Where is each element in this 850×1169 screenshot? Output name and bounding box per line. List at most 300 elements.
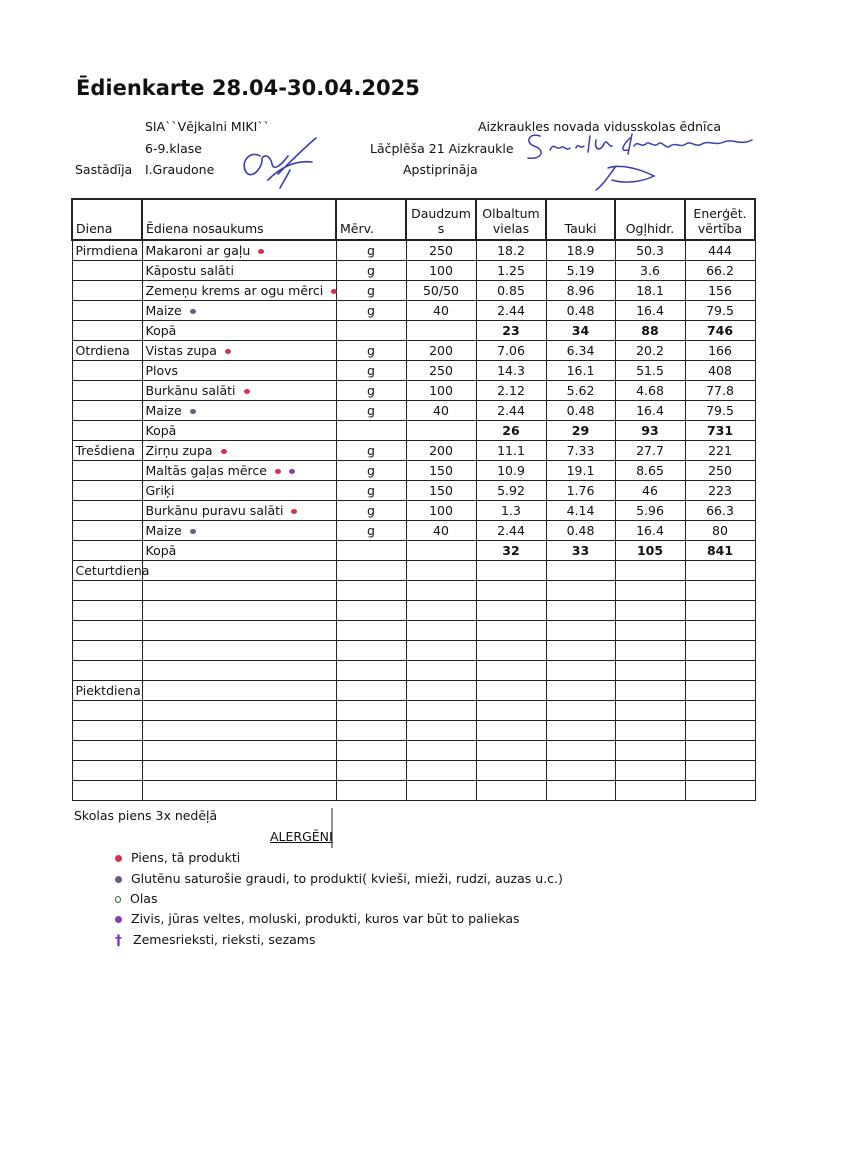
cell-unit bbox=[336, 341, 406, 361]
cell-day bbox=[72, 441, 142, 461]
col-header-energy: Enerģēt. vērtība bbox=[685, 199, 755, 240]
protein-value: 1.3 bbox=[501, 502, 521, 518]
protein-value: 11.1 bbox=[497, 442, 525, 458]
energy-value: 166 bbox=[708, 342, 732, 358]
cell-day bbox=[72, 240, 142, 261]
protein-value: 2.44 bbox=[497, 522, 525, 538]
cell-unit bbox=[336, 481, 406, 501]
legend-item-eggs bbox=[115, 891, 157, 906]
cell-fat bbox=[546, 681, 615, 701]
table-row bbox=[72, 361, 755, 381]
cell-amount bbox=[406, 341, 476, 361]
cell-unit bbox=[336, 641, 406, 661]
protein-value: 2.44 bbox=[497, 402, 525, 418]
fat-value: 33 bbox=[571, 542, 590, 558]
cell-protein bbox=[476, 601, 546, 621]
legend-label: Zivis, jūras veltes, moluski, produkti, kuros var būt to paliekas bbox=[131, 911, 520, 926]
unit-value: g bbox=[367, 362, 375, 378]
cell-day bbox=[72, 281, 142, 301]
legend-item-fish bbox=[115, 911, 520, 926]
cell-day bbox=[72, 781, 142, 801]
cell-day bbox=[72, 461, 142, 481]
cell-unit bbox=[336, 461, 406, 481]
table-row bbox=[72, 581, 755, 601]
cell-dish bbox=[142, 381, 336, 401]
cell-protein bbox=[476, 281, 546, 301]
legend-label: Olas bbox=[130, 891, 158, 906]
cell-dish bbox=[142, 721, 336, 741]
table-row-total bbox=[72, 421, 755, 441]
cell-unit bbox=[336, 381, 406, 401]
carbs-value: 4.68 bbox=[636, 382, 664, 398]
cell-fat bbox=[546, 341, 615, 361]
cell-fat bbox=[546, 561, 615, 581]
table-row bbox=[72, 641, 755, 661]
protein-value: 0.85 bbox=[497, 282, 525, 298]
cell-energy bbox=[685, 761, 755, 781]
fat-value: 16.1 bbox=[566, 362, 595, 378]
table-row bbox=[72, 441, 755, 461]
cell-protein bbox=[476, 341, 546, 361]
cell-fat bbox=[546, 381, 615, 401]
cell-dish bbox=[142, 741, 336, 761]
cell-amount bbox=[406, 501, 476, 521]
unit-value: g bbox=[367, 282, 375, 298]
cell-carbs bbox=[615, 661, 685, 681]
cell-dish bbox=[142, 761, 336, 781]
milk-allergen-icon bbox=[258, 249, 264, 254]
cell-carbs bbox=[615, 521, 685, 541]
page-title: Ēdienkarte 28.04-30.04.2025 bbox=[76, 76, 420, 100]
cell-unit bbox=[336, 541, 406, 561]
cell-amount bbox=[406, 661, 476, 681]
cell-day bbox=[72, 601, 142, 621]
cell-protein bbox=[476, 641, 546, 661]
fat-value: 29 bbox=[571, 422, 590, 438]
cell-carbs bbox=[615, 541, 685, 561]
cell-carbs bbox=[615, 461, 685, 481]
gluten-marker-icon bbox=[115, 876, 122, 883]
table-row bbox=[72, 741, 755, 761]
cell-dish bbox=[142, 361, 336, 381]
fat-value: 8.96 bbox=[566, 282, 595, 298]
cell-fat bbox=[546, 461, 615, 481]
cell-unit bbox=[336, 321, 406, 341]
amount-value: 100 bbox=[429, 262, 453, 278]
allergens-title: ALERGĒNI bbox=[270, 829, 333, 844]
cell-amount bbox=[406, 401, 476, 421]
cell-day bbox=[72, 661, 142, 681]
cell-carbs bbox=[615, 281, 685, 301]
fat-value: 18.9 bbox=[566, 242, 595, 258]
cell-fat bbox=[546, 281, 615, 301]
cell-unit bbox=[336, 701, 406, 721]
cell-unit bbox=[336, 681, 406, 701]
table-row bbox=[72, 781, 755, 801]
table-row bbox=[72, 701, 755, 721]
cell-dish bbox=[142, 781, 336, 801]
cell-dish bbox=[142, 461, 336, 481]
energy-value: 731 bbox=[706, 422, 734, 438]
cell-day bbox=[72, 741, 142, 761]
amount-value: 40 bbox=[433, 302, 449, 318]
cell-unit bbox=[336, 240, 406, 261]
cell-fat bbox=[546, 441, 615, 461]
table-row bbox=[72, 461, 755, 481]
cell-amount bbox=[406, 601, 476, 621]
approved-label: Apstiprināja bbox=[403, 162, 478, 177]
unit-value: g bbox=[367, 342, 375, 358]
cell-energy bbox=[685, 781, 755, 801]
grade-label: 6-9.klase bbox=[145, 141, 202, 156]
protein-value: 14.3 bbox=[497, 362, 525, 378]
col-header-dish: Ēdiena nosaukums bbox=[142, 199, 336, 240]
legend-label: Zemesrieksti, rieksti, sezams bbox=[133, 932, 316, 947]
allergens-divider bbox=[330, 808, 334, 848]
cell-unit bbox=[336, 501, 406, 521]
fat-value: 6.34 bbox=[566, 342, 595, 358]
cell-day bbox=[72, 521, 142, 541]
carbs-value: 51.5 bbox=[636, 362, 664, 378]
col-header-carbs: Ogļhidr. bbox=[615, 199, 685, 240]
cell-amount bbox=[406, 381, 476, 401]
cell-unit bbox=[336, 621, 406, 641]
amount-value: 50/50 bbox=[422, 282, 460, 298]
cell-energy bbox=[685, 741, 755, 761]
table-row bbox=[72, 561, 755, 581]
day-value: Pirmdiena bbox=[75, 242, 139, 258]
cell-protein bbox=[476, 261, 546, 281]
protein-value: 2.12 bbox=[497, 382, 525, 398]
cell-fat bbox=[546, 401, 615, 421]
dish-value: Burkānu puravu salāti bbox=[145, 502, 284, 518]
cell-fat bbox=[546, 621, 615, 641]
cell-carbs bbox=[615, 441, 685, 461]
cell-amount bbox=[406, 761, 476, 781]
fat-value: 0.48 bbox=[566, 522, 595, 538]
cell-day bbox=[72, 261, 142, 281]
dish-value: Maltās gaļas mērce bbox=[145, 462, 267, 478]
table-header-row bbox=[72, 199, 755, 240]
cell-day bbox=[72, 541, 142, 561]
cell-fat bbox=[546, 301, 615, 321]
cell-protein bbox=[476, 741, 546, 761]
cell-carbs bbox=[615, 561, 685, 581]
cell-day bbox=[72, 421, 142, 441]
fat-value: 34 bbox=[571, 322, 590, 338]
cell-unit bbox=[336, 601, 406, 621]
day-value: Ceturtdiena bbox=[75, 562, 150, 578]
protein-value: 10.9 bbox=[497, 462, 525, 478]
dish-value: Makaroni ar gaļu bbox=[145, 242, 251, 258]
cell-carbs bbox=[615, 741, 685, 761]
carbs-value: 8.65 bbox=[636, 462, 664, 478]
cell-amount bbox=[406, 281, 476, 301]
dish-value: Maize bbox=[145, 522, 182, 538]
cell-amount bbox=[406, 741, 476, 761]
protein-value: 5.92 bbox=[497, 482, 525, 498]
cell-amount bbox=[406, 240, 476, 261]
cell-energy bbox=[685, 521, 755, 541]
eggs-marker-icon bbox=[115, 896, 121, 903]
fat-value: 5.19 bbox=[566, 262, 595, 278]
cell-amount bbox=[406, 481, 476, 501]
cell-unit bbox=[336, 781, 406, 801]
cell-carbs bbox=[615, 701, 685, 721]
cell-energy bbox=[685, 721, 755, 741]
protein-value: 32 bbox=[502, 542, 520, 558]
table-row bbox=[72, 341, 755, 361]
cell-carbs bbox=[615, 641, 685, 661]
cell-carbs bbox=[615, 581, 685, 601]
carbs-value: 16.4 bbox=[636, 302, 664, 318]
cell-energy bbox=[685, 381, 755, 401]
table-row-total bbox=[72, 321, 755, 341]
milk-allergen-icon bbox=[275, 469, 281, 474]
dish-value: Burkānu salāti bbox=[145, 382, 236, 398]
cell-dish bbox=[142, 681, 336, 701]
cell-fat bbox=[546, 501, 615, 521]
dish-value: Kopā bbox=[145, 542, 177, 558]
cell-amount bbox=[406, 421, 476, 441]
cell-amount bbox=[406, 321, 476, 341]
cell-energy bbox=[685, 341, 755, 361]
nuts-marker-icon: † bbox=[115, 932, 122, 949]
cell-amount bbox=[406, 261, 476, 281]
carbs-value: 105 bbox=[636, 542, 664, 558]
table-row bbox=[72, 281, 755, 301]
cell-dish bbox=[142, 341, 336, 361]
cell-energy bbox=[685, 701, 755, 721]
cell-dish bbox=[142, 601, 336, 621]
cell-protein bbox=[476, 581, 546, 601]
protein-value: 7.06 bbox=[497, 342, 525, 358]
fat-value: 1.76 bbox=[566, 482, 595, 498]
cell-dish bbox=[142, 301, 336, 321]
menu-table bbox=[71, 198, 756, 801]
amount-value: 150 bbox=[429, 462, 453, 478]
cell-amount bbox=[406, 461, 476, 481]
cell-dish bbox=[142, 501, 336, 521]
cell-amount bbox=[406, 641, 476, 661]
cell-fat bbox=[546, 581, 615, 601]
cell-energy bbox=[685, 661, 755, 681]
cell-protein bbox=[476, 761, 546, 781]
cell-carbs bbox=[615, 421, 685, 441]
cell-day bbox=[72, 381, 142, 401]
cell-carbs bbox=[615, 261, 685, 281]
table-row-total bbox=[72, 541, 755, 561]
cell-day bbox=[72, 361, 142, 381]
cell-energy bbox=[685, 441, 755, 461]
cell-amount bbox=[406, 581, 476, 601]
protein-value: 18.2 bbox=[497, 242, 525, 258]
cell-day bbox=[72, 681, 142, 701]
cell-day bbox=[72, 581, 142, 601]
cell-day bbox=[72, 761, 142, 781]
dish-value: Kopā bbox=[145, 422, 177, 438]
cell-amount bbox=[406, 361, 476, 381]
school-milk-note: Skolas piens 3x nedēļā bbox=[74, 808, 218, 823]
dish-value: Zirņu zupa bbox=[145, 442, 213, 458]
cell-dish bbox=[142, 661, 336, 681]
cell-carbs bbox=[615, 381, 685, 401]
protein-value: 1.25 bbox=[497, 262, 525, 278]
dish-value: Maize bbox=[145, 402, 182, 418]
cell-carbs bbox=[615, 240, 685, 261]
cell-fat bbox=[546, 541, 615, 561]
gluten-allergen-icon bbox=[190, 309, 196, 314]
milk-allergen-icon bbox=[225, 349, 231, 354]
cell-protein bbox=[476, 541, 546, 561]
cell-fat bbox=[546, 601, 615, 621]
cell-fat bbox=[546, 781, 615, 801]
cell-protein bbox=[476, 521, 546, 541]
cell-protein bbox=[476, 781, 546, 801]
cell-dish bbox=[142, 240, 336, 261]
cell-protein bbox=[476, 461, 546, 481]
legend-label: Piens, tā produkti bbox=[131, 850, 241, 865]
carbs-value: 16.4 bbox=[636, 522, 664, 538]
cell-protein bbox=[476, 381, 546, 401]
cell-day bbox=[72, 481, 142, 501]
fat-value: 4.14 bbox=[566, 502, 595, 518]
menu-table-body bbox=[72, 240, 755, 801]
day-value: Trešdiena bbox=[75, 442, 136, 458]
cell-fat bbox=[546, 761, 615, 781]
table-row bbox=[72, 501, 755, 521]
cell-carbs bbox=[615, 401, 685, 421]
cell-fat bbox=[546, 361, 615, 381]
energy-value: 444 bbox=[708, 242, 732, 258]
table-row bbox=[72, 240, 755, 261]
cell-fat bbox=[546, 641, 615, 661]
cell-fat bbox=[546, 240, 615, 261]
gluten-allergen-icon bbox=[190, 529, 196, 534]
cell-protein bbox=[476, 481, 546, 501]
cell-protein bbox=[476, 361, 546, 381]
unit-value: g bbox=[367, 502, 375, 518]
cell-day bbox=[72, 341, 142, 361]
carbs-value: 16.4 bbox=[636, 402, 664, 418]
cell-fat bbox=[546, 721, 615, 741]
unit-value: g bbox=[367, 382, 375, 398]
cell-protein bbox=[476, 321, 546, 341]
amount-value: 150 bbox=[429, 482, 453, 498]
amount-value: 250 bbox=[429, 242, 453, 258]
cell-unit bbox=[336, 421, 406, 441]
col-header-unit: Mērv. bbox=[336, 199, 406, 240]
cell-protein bbox=[476, 561, 546, 581]
cell-fat bbox=[546, 321, 615, 341]
protein-value: 26 bbox=[502, 422, 520, 438]
milk-allergen-icon bbox=[291, 509, 297, 514]
approver-signature bbox=[520, 128, 760, 192]
cell-unit bbox=[336, 301, 406, 321]
company-name: SIA``Vējkalni MIKI`` bbox=[145, 119, 270, 134]
cell-carbs bbox=[615, 681, 685, 701]
cell-amount bbox=[406, 721, 476, 741]
amount-value: 200 bbox=[429, 342, 453, 358]
cell-energy bbox=[685, 581, 755, 601]
cell-amount bbox=[406, 301, 476, 321]
school-name: Aizkraukles novada vidusskolas ēdnīca bbox=[478, 119, 721, 134]
legend-item-milk bbox=[115, 850, 240, 865]
table-row bbox=[72, 621, 755, 641]
unit-value: g bbox=[367, 462, 375, 478]
dish-value: Maize bbox=[145, 302, 182, 318]
cell-energy bbox=[685, 281, 755, 301]
dish-value: Zemeņu krems ar ogu mērci bbox=[145, 282, 324, 298]
school-address: Lāčplēša 21 Aizkraukle bbox=[370, 141, 514, 156]
cell-unit bbox=[336, 581, 406, 601]
unit-value: g bbox=[367, 482, 375, 498]
day-value: Otrdiena bbox=[75, 342, 130, 358]
energy-value: 66.3 bbox=[706, 502, 734, 518]
carbs-value: 88 bbox=[641, 322, 659, 338]
cell-fat bbox=[546, 701, 615, 721]
dish-value: Kāpostu salāti bbox=[145, 262, 234, 278]
cell-day bbox=[72, 301, 142, 321]
unit-value: g bbox=[367, 262, 375, 278]
cell-day bbox=[72, 501, 142, 521]
carbs-value: 18.1 bbox=[636, 282, 664, 298]
milk-allergen-icon bbox=[331, 289, 337, 294]
cell-energy bbox=[685, 541, 755, 561]
amount-value: 200 bbox=[429, 442, 453, 458]
cell-fat bbox=[546, 481, 615, 501]
unit-value: g bbox=[367, 302, 375, 318]
energy-value: 746 bbox=[706, 322, 734, 338]
cell-energy bbox=[685, 561, 755, 581]
gluten-allergen-icon bbox=[190, 409, 196, 414]
unit-value: g bbox=[367, 442, 375, 458]
cell-energy bbox=[685, 421, 755, 441]
cell-unit bbox=[336, 761, 406, 781]
cell-dish bbox=[142, 441, 336, 461]
milk-allergen-icon bbox=[221, 449, 227, 454]
cell-carbs bbox=[615, 601, 685, 621]
cell-protein bbox=[476, 441, 546, 461]
cell-energy bbox=[685, 461, 755, 481]
cell-day bbox=[72, 641, 142, 661]
milk-allergen-icon bbox=[244, 389, 250, 394]
table-row bbox=[72, 761, 755, 781]
energy-value: 66.2 bbox=[706, 262, 734, 278]
protein-value: 23 bbox=[502, 322, 520, 338]
cell-carbs bbox=[615, 781, 685, 801]
energy-value: 79.5 bbox=[706, 302, 734, 318]
amount-value: 100 bbox=[429, 382, 453, 398]
cell-day bbox=[72, 701, 142, 721]
composer-signature bbox=[232, 134, 324, 194]
carbs-value: 93 bbox=[641, 422, 659, 438]
cell-carbs bbox=[615, 321, 685, 341]
cell-energy bbox=[685, 481, 755, 501]
cell-day bbox=[72, 721, 142, 741]
composer-name: I.Graudone bbox=[145, 162, 215, 177]
table-row bbox=[72, 601, 755, 621]
legend-item-gluten bbox=[115, 871, 563, 886]
amount-value: 40 bbox=[433, 402, 449, 418]
cell-dish bbox=[142, 481, 336, 501]
col-header-amount: Daudzum s bbox=[406, 199, 476, 240]
cell-energy bbox=[685, 621, 755, 641]
fat-value: 7.33 bbox=[566, 442, 595, 458]
day-value: Piektdiena bbox=[75, 682, 141, 698]
carbs-value: 20.2 bbox=[636, 342, 664, 358]
col-header-day: Diena bbox=[72, 199, 142, 240]
